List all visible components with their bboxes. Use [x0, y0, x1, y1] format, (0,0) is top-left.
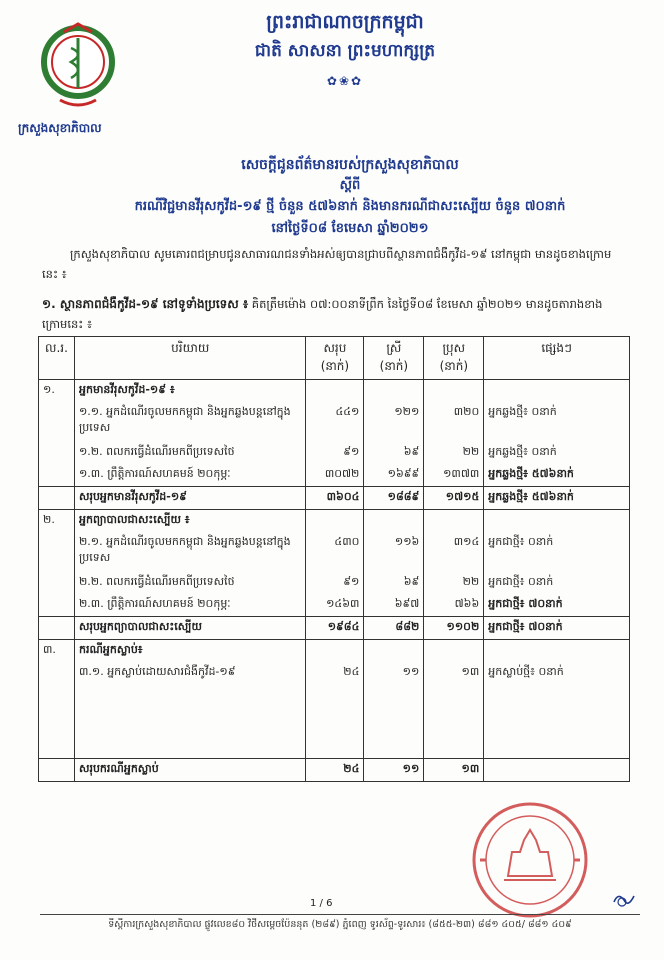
signature-mark [612, 890, 638, 910]
title-date: នៅថ្ងៃទី០៨ ខែមេសា ឆ្នាំ២០២១ [271, 221, 429, 236]
title-subject-label: ស្ដីពី [339, 178, 361, 193]
table-row [39, 510, 630, 533]
covid-statistics-table [38, 336, 630, 782]
section-1-heading: ១. ស្ថានភាពជំងឺកូវីដ-១៩ នៅទូទាំងប្រទេស ៖ [42, 297, 249, 311]
section-1-text: គិតត្រឹមម៉ោង ០៧:០០នាទីព្រឹក នៃថ្ងៃទី០៨ ខែមេសា ឆ្នាំ២០២១ មានដូចតារាងខាងក្រោមនេះ ៖ [42, 297, 603, 331]
col-female-header: ស្រី (នាក់) [364, 337, 424, 380]
ministry-of-health-logo [38, 18, 118, 114]
col-no-header: ល.រ. [39, 337, 75, 380]
group-title: អ្នកមានវីរុសកូវីដ-១៩ ៖ [74, 380, 305, 403]
press-release-title: សេចក្ដីជូនព័ត៌មានរបស់ក្រសួងសុខាភិបាល [241, 157, 459, 173]
table-row: ២.២. ពលករធ្វើដំណើរមកពីប្រទេសថៃ ៩១ ៦៩ ២២ អ្នកជាថ្មី៖ ០នាក់ [39, 572, 630, 594]
col-other-header: ផ្សេងៗ [484, 337, 630, 380]
table-row: ២.៣. ព្រឹត្តិការណ៍សហគមន៍ ២០កុម្ភៈ ១៤៦៣ ៦៩៧ ៧៦៦ អ្នកជាថ្មី៖ ៧០នាក់ [39, 594, 630, 617]
group-title: ករណីអ្នកស្លាប់៖ [74, 640, 305, 663]
group-number: ២. [39, 510, 75, 617]
ornament: ✿❀✿ [326, 74, 364, 88]
page-number: 1 / 6 [310, 898, 333, 909]
table-row: ១.១. អ្នកដំណើរចូលមកកម្ពុជា និងអ្នកឆ្លងបន្តនៅក្នុងប្រទេស ៤៤១ ១២១ ៣២០ អ្នកឆ្លងថ្មី៖ ០នាក់ [39, 402, 630, 442]
col-desc-header: បរិយាយ [74, 337, 305, 380]
group-title: អ្នកព្យាបាលជាសះស្បើយ ៖ [74, 510, 305, 533]
kingdom-title: ព្រះរាជាណាចក្រកម្ពុជា [266, 11, 424, 33]
table-row: ២.១. អ្នកដំណើរចូលមកកម្ពុជា និងអ្នកឆ្លងបន្តនៅក្នុងប្រទេស ៤៣០ ១១៦ ៣១៤ អ្នកជាថ្មី៖ ០នាក់ [39, 532, 630, 572]
group-number: ១. [39, 380, 75, 487]
table-row [39, 640, 630, 663]
table-row-total: សរុបអ្នកមានវីរុសកូវីដ-១៩ ៣៦០៤ ១៨៨៩ ១៧១៥ អ្នកឆ្លងថ្មី៖ ៥៧៦នាក់ [39, 487, 630, 510]
intro-paragraph: ក្រសួងសុខាភិបាល សូមគោរពជម្រាបជូនសាធារណជនទាំងអស់ឲ្យបានជ្រាបពីស្ថានភាពជំងឺកូវីដ-១៩ នៅកម្ពុជា មានដូចខាងក្រោមនេះ ៖ [42, 247, 612, 281]
ministry-name: ក្រសួងសុខាភិបាល [18, 121, 102, 135]
section-1 [42, 294, 627, 334]
official-stamp [470, 800, 590, 920]
footer-address: ទីស្ដីការក្រសួងសុខាភិបាល ផ្លូវលេខ៨០ វិថីសម្ដេចប៉ែននុត (២៨៩) ភ្នំពេញ ទូរស័ព្ទ-ទូរសារ៖ (៨៥៥-២៣) ៨៨១ ៤០៥/ ៨៨១ ៤០៩ [40, 914, 640, 932]
table-row-total: សរុបករណីអ្នកស្លាប់ ២៤ ១១ ១៣ [39, 758, 630, 781]
table-row: ១.៣. ព្រឹត្តិការណ៍សហគមន៍ ២០កុម្ភៈ ៣០៧២ ១៦៩៩ ១៣៧៣ អ្នកឆ្លងថ្មី៖ ៥៧៦នាក់ [39, 464, 630, 487]
col-male-header: ប្រុស (នាក់) [424, 337, 484, 380]
table-header-row [39, 337, 630, 380]
national-motto: ជាតិ សាសនា ព្រះមហាក្សត្រ [254, 41, 436, 61]
table-row: ១.២. ពលករធ្វើដំណើរមកពីប្រទេសថៃ ៩១ ៦៩ ២២ អ្នកឆ្លងថ្មី៖ ០នាក់ [39, 442, 630, 464]
title-subject: ករណីវិជ្ជមានវីរុសកូវីដ-១៩ ថ្មី ចំនួន ៥៧៦នាក់ និងមានករណីជាសះស្បើយ ចំនួន ៧០នាក់ [134, 199, 566, 214]
table-row-total: សរុបអ្នកព្យាបាលជាសះស្បើយ ១៩៨៤ ៨៨២ ១១០២ អ្នកជាថ្មី៖ ៧០នាក់ [39, 617, 630, 640]
table-row: ៣.១. អ្នកស្លាប់ដោយសារជំងឺកូវីដ-១៩ ២៤ ១១ ១៣ អ្នកស្លាប់ថ្មី៖ ០នាក់ [39, 662, 630, 758]
group-number: ៣. [39, 640, 75, 759]
col-total-header: សរុប (នាក់) [306, 337, 364, 380]
table-row [39, 380, 630, 403]
